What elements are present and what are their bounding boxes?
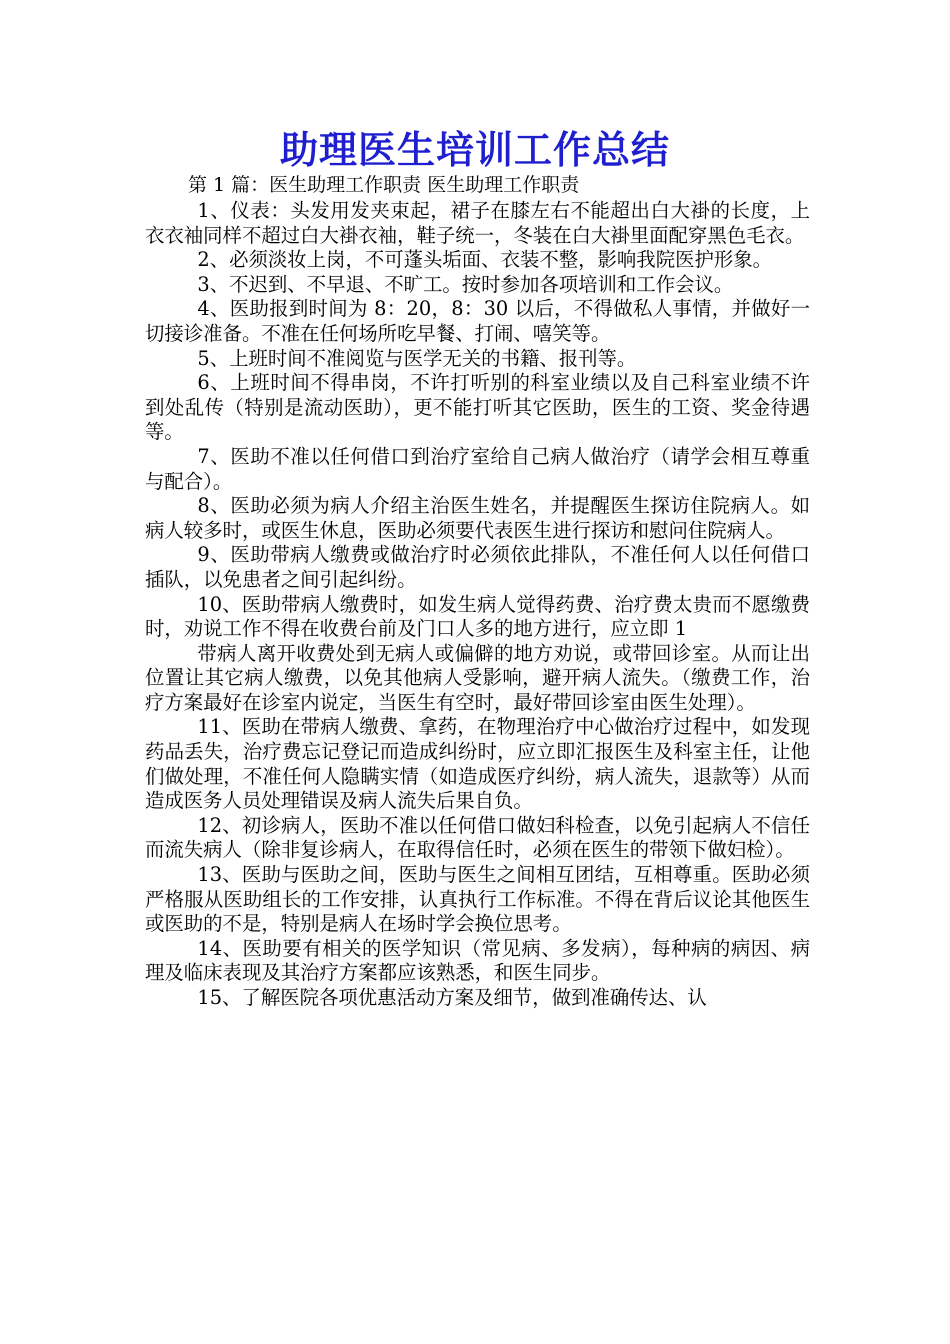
paragraph-1: 1、仪表：头发用发夹束起，裙子在膝左右不能超出白大褂的长度，上衣衣袖同样不超过白大褂衣袖，鞋子统一，冬装在白大褂里面配穿黑色毛衣。 [145, 199, 810, 247]
paragraph-9: 9、医助带病人缴费或做治疗时必须依此排队，不准任何人以任何借口插队，以免患者之间引起纠纷。 [145, 543, 810, 591]
document-title: 助理医生培训工作总结 [279, 127, 670, 172]
paragraph-10: 10、医助带病人缴费时，如发生病人觉得药费、治疗费太贵而不愿缴费时，劝说工作不得在收费台前及门口人多的地方进行，应立即 1 [145, 592, 810, 641]
paragraph-7: 7、医助不准以任何借口到治疗室给自己病人做治疗（请学会相互尊重与配合）。 [145, 444, 810, 493]
paragraph-11: 11、医助在带病人缴费、拿药，在物理治疗中心做治疗过程中，如发现药品丢失，治疗费忘记登记而造成纠纷时，应立即汇报医生及科室主任，让他们做处理，不准任何人隐瞒实情（如造成医疗纠纷，病人流失，退款等）从而造成医务人员处理错误及病人流失后果自负。 [145, 715, 810, 813]
paragraph-8: 8、医助必须为病人介绍主治医生姓名，并提醒医生探访住院病人。如病人较多时，或医生休息，医助必须要代表医生进行探访和慰问住院病人。 [145, 494, 810, 542]
paragraph-15: 15、了解医院各项优惠活动方案及细节，做到准确传达、认 [197, 986, 707, 1009]
paragraph-6: 6、上班时间不得串岗，不许打听别的科室业绩以及自己科室业绩不许到处乱传（特别是流动医助），更不能打听其它医助，医生的工资、奖金待遇等。 [145, 371, 810, 444]
paragraph-3: 3、不迟到、不早退、不旷工。按时参加各项培训和工作会议。 [197, 272, 734, 296]
paragraph-5: 5、上班时间不准阅览与医学无关的书籍、报刊等。 [197, 346, 637, 370]
document-body [145, 199, 810, 1011]
paragraph-13: 13、医助与医助之间，医助与医生之间相互团结，互相尊重。医助必须严格服从医助组长的工作安排，认真执行工作标准。不得在背后议论其他医生或医助的不是，特别是病人在场时学会换位思考。 [145, 863, 810, 936]
document-subtitle: 第 1 篇：医生助理工作职责 医生助理工作职责 [188, 174, 580, 196]
paragraph-12: 12、初诊病人，医助不准以任何借口做妇科检查，以免引起病人不信任而流失病人（除非复诊病人，在取得信任时，必须在医生的带领下做妇检）。 [145, 813, 810, 862]
paragraph-4: 4、医助报到时间为 8：20，8：30 以后，不得做私人事情，并做好一切接诊准备。不准在任何场所吃早餐、打闹、嘻笑等。 [145, 297, 810, 345]
paragraph-2: 2、必须淡妆上岗，不可蓬头垢面、衣装不整，影响我院医护形象。 [197, 248, 773, 272]
paragraph-10-continued: 带病人离开收费处到无病人或偏僻的地方劝说，或带回诊室。从而让出位置让其它病人缴费，以免其他病人受影响，避开病人流失。（缴费工作，治疗方案最好在诊室内说定，当医生有空时，最好带回诊室由医生处理）。 [145, 641, 810, 714]
paragraph-14: 14、医助要有相关的医学知识（常见病、多发病），每种病的病因、病理及临床表现及其治疗方案都应该熟悉，和医生同步。 [145, 936, 810, 985]
